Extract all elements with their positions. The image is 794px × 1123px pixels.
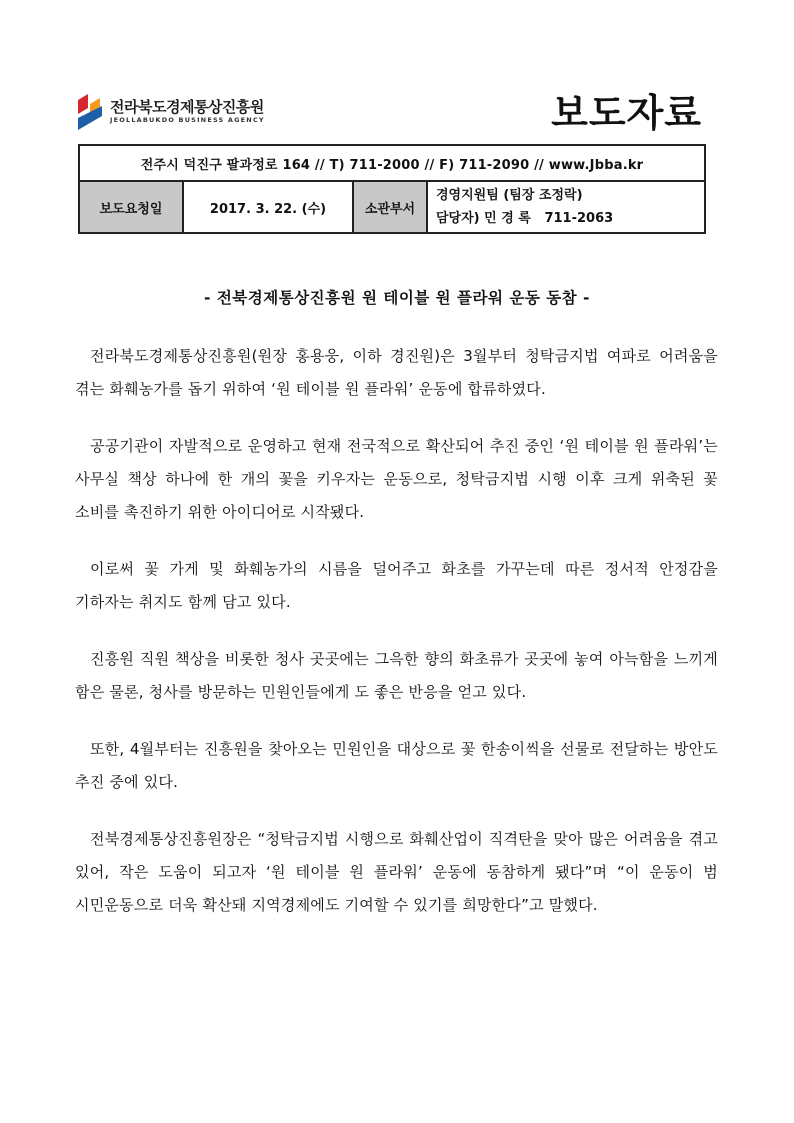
article-paragraph: 전북경제통상진흥원장은 “청탁금지법 시행으로 화훼산업이 직격탄을 맞아 많은 어려움을 겪고 있어, 작은 도움이 되고자 ‘원 테이블 원 플라워’ 운동에 동참하게 됐다”며 “이 운동이 범 시민운동으로 더욱 확산돼 지역경제에도 기여할 수 있기를 희망한다”고 말했다. [75, 830, 718, 914]
department-label: 소관부서 [353, 181, 427, 233]
article-paragraph: 이로써 꽃 가게 및 화훼농가의 시름을 덜어주고 화초를 가꾸는데 따른 정서적 안정감을 기하자는 취지도 함께 담고 있다. [75, 560, 718, 611]
logo-english-name: JEOLLABUKDO BUSINESS AGENCY [110, 116, 265, 124]
article-paragraph: 공공기관이 자발적으로 운영하고 현재 전국적으로 확산되어 추진 중인 ‘원 테이블 원 플라워’는 사무실 책상 하나에 한 개의 꽃을 키우자는 운동으로, 청탁금지법 시행 이후 크게 위축된 꽃 소비를 촉진하기 위한 아이디어로 시작됐다. [75, 437, 718, 521]
logo-korean-name: 전라북도경제통상진흥원 [110, 98, 264, 116]
agency-logo-mark-icon [76, 92, 106, 134]
address-cell: 전주시 덕진구 팔과정로 164 // T) 711-2000 // F) 711-2090 // www.Jbba.kr [79, 145, 705, 181]
article-paragraph: 진흥원 직원 책상을 비롯한 청사 곳곳에는 그윽한 향의 화초류가 곳곳에 놓여 아늑함을 느끼게 함은 물론, 청사를 방문하는 민원인들에게 도 좋은 반응을 얻고 있다. [75, 650, 718, 701]
article-paragraph: 전라북도경제통상진흥원(원장 홍용웅, 이하 경진원)은 3월부터 청탁금지법 여파로 어려움을 겪는 화훼농가를 돕기 위하여 ‘원 테이블 원 플라워’ 운동에 합류하였다. [75, 347, 718, 398]
request-date-value: 2017. 3. 22. (수) [183, 181, 353, 233]
department-contact: 담당자) 민 경 록 711-2063 [436, 211, 614, 226]
request-date-label: 보도요청일 [79, 181, 183, 233]
request-row [79, 181, 705, 233]
press-headline: - 전북경제통상진흥원 원 테이블 원 플라워 운동 동참 - [204, 289, 590, 307]
address-row [79, 145, 705, 181]
document-type-title: 보도자료 [551, 91, 702, 135]
contact-info-table [78, 144, 706, 234]
article-body [75, 340, 718, 946]
article-paragraph: 또한, 4월부터는 진흥원을 찾아오는 민원인을 대상으로 꽃 한송이씩을 선물로 전달하는 방안도 추진 중에 있다. [75, 740, 718, 791]
agency-logo [76, 92, 276, 138]
department-cell [427, 181, 705, 233]
department-team: 경영지원팀 (팀장 조정락) [436, 188, 583, 203]
